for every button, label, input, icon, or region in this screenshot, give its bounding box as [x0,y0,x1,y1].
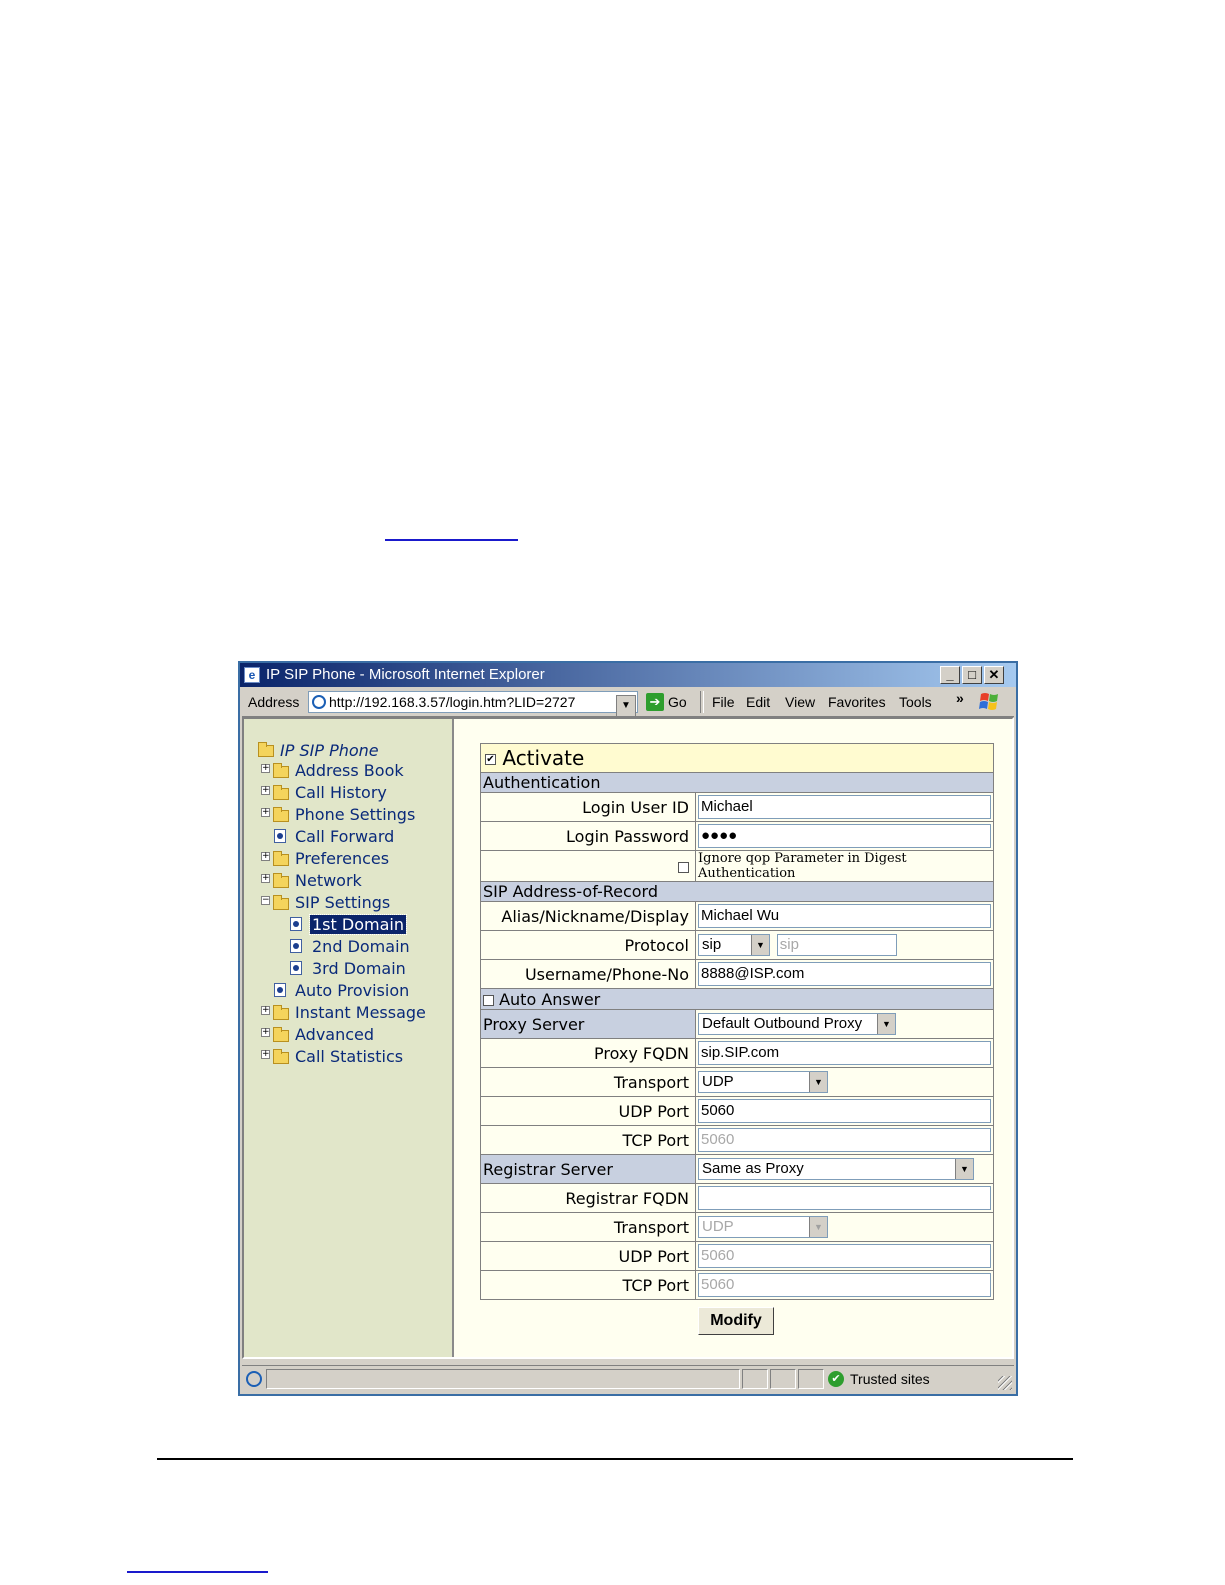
toolbar-separator [700,691,704,713]
minimize-button[interactable]: _ [940,666,960,684]
open-folder-icon [258,745,274,757]
status-text-pane [266,1369,740,1389]
login-password-input[interactable]: ●●●● [698,824,991,848]
expand-icon[interactable]: + [262,763,270,773]
trusted-sites-icon: ✔ [828,1371,844,1387]
dropdown-arrow-icon[interactable]: ▼ [809,1072,827,1092]
login-user-id-input[interactable]: Michael [698,795,991,819]
security-zone-label: Trusted sites [850,1371,930,1387]
alias-input[interactable]: Michael Wu [698,904,991,928]
folder-icon [273,1052,289,1064]
page-icon [274,829,286,843]
ie-page-icon [312,695,326,709]
sip-domain-form [480,743,994,1300]
sidebar-item-auto-provision[interactable]: Auto Provision [295,981,410,1000]
expand-icon[interactable]: + [262,807,270,817]
protocol-label: Protocol [481,931,696,960]
expand-icon[interactable]: + [262,1049,270,1059]
ignore-qop-checkbox[interactable] [678,862,689,873]
page-icon [290,917,302,931]
status-pane [798,1369,824,1389]
proxy-transport-select[interactable] [698,1071,828,1093]
sidebar-item-call-history[interactable]: Call History [295,783,387,802]
modify-button[interactable]: Modify [698,1307,774,1335]
dropdown-arrow-icon[interactable]: ▼ [809,1217,827,1237]
sip-aor-header: SIP Address-of-Record [481,882,994,902]
alias-label: Alias/Nickname/Display [481,902,696,931]
page-icon [290,939,302,953]
open-folder-icon [273,898,289,910]
menu-file[interactable]: File [712,694,735,710]
folder-icon [273,810,289,822]
sidebar-item-address-book[interactable]: Address Book [295,761,404,780]
page-icon [290,961,302,975]
proxy-fqdn-input[interactable]: sip.SIP.com [698,1041,991,1065]
address-url[interactable]: http://192.168.3.57/login.htm?LID=2727 [329,694,576,710]
resize-grip[interactable] [998,1376,1012,1390]
registrar-server-select-value: Same as Proxy [702,1160,804,1177]
sidebar-item-network[interactable]: Network [295,871,362,890]
registrar-udp-port-label: UDP Port [481,1242,696,1271]
activate-label: Activate [502,746,585,770]
auto-answer-checkbox[interactable] [483,995,494,1006]
registrar-server-label: Registrar Server [481,1155,696,1184]
registrar-server-select[interactable] [698,1158,974,1180]
sidebar-item-advanced[interactable]: Advanced [295,1025,375,1044]
dropdown-arrow-icon[interactable]: ▼ [751,935,769,955]
sidebar-item-preferences[interactable]: Preferences [295,849,390,868]
authentication-header: Authentication [481,773,994,793]
auto-answer-label: Auto Answer [499,989,601,1009]
username-input[interactable]: 8888@ISP.com [698,962,991,986]
sidebar-item-call-statistics[interactable]: Call Statistics [295,1047,404,1066]
expand-icon[interactable]: + [262,873,270,883]
folder-icon [273,854,289,866]
sidebar-item-2nd-domain[interactable]: 2nd Domain [312,937,410,956]
sidebar-item-1st-domain[interactable]: 1st Domain [312,915,404,934]
login-user-id-label: Login User ID [481,793,696,822]
expand-icon[interactable]: + [262,851,270,861]
window-title: IP SIP Phone - Microsoft Internet Explorer [266,666,545,683]
proxy-tcp-port-input[interactable]: 5060 [698,1128,991,1152]
footer-link-underline[interactable] [127,1571,268,1573]
proxy-udp-port-input[interactable]: 5060 [698,1099,991,1123]
proxy-transport-select-value: UDP [702,1073,734,1090]
folder-icon [273,1030,289,1042]
registrar-fqdn-input[interactable] [698,1186,991,1210]
address-toolbar [242,688,1014,717]
proxy-tcp-port-label: TCP Port [481,1126,696,1155]
address-dropdown-button[interactable]: ▼ [616,695,636,717]
folder-icon [273,876,289,888]
registrar-udp-port-input[interactable]: 5060 [698,1244,991,1268]
proxy-fqdn-label: Proxy FQDN [481,1039,696,1068]
status-pane [742,1369,768,1389]
activate-checkbox[interactable]: ✔ [486,754,495,765]
menu-edit[interactable]: Edit [746,694,771,710]
expand-icon[interactable]: + [262,1005,270,1015]
sidebar-item-call-forward[interactable]: Call Forward [295,827,395,846]
proxy-transport-label: Transport [481,1068,696,1097]
title-bar [240,663,1016,687]
dropdown-arrow-icon[interactable]: ▼ [955,1159,973,1179]
registrar-tcp-port-label: TCP Port [481,1271,696,1300]
registrar-transport-select[interactable] [698,1216,828,1238]
username-label: Username/Phone-No [481,960,696,989]
close-button[interactable]: ✕ [984,666,1004,684]
ie-status-icon [246,1371,262,1387]
sidebar-item-instant-message[interactable]: Instant Message [295,1003,426,1022]
address-bar[interactable] [308,691,638,713]
registrar-fqdn-label: Registrar FQDN [481,1184,696,1213]
browser-window [238,661,1018,1396]
dropdown-arrow-icon[interactable]: ▼ [877,1014,895,1034]
collapse-icon[interactable]: − [262,895,270,905]
go-arrow-icon[interactable]: ➔ [646,693,664,711]
sidebar-item-3rd-domain[interactable]: 3rd Domain [312,959,406,978]
address-label: Address [248,694,300,710]
folder-icon [273,1008,289,1020]
page-icon [274,983,286,997]
browser-viewport [242,717,1014,1359]
protocol-text-input[interactable]: sip [777,934,897,956]
proxy-server-select[interactable] [698,1013,896,1035]
sidebar-item-sip-settings[interactable]: SIP Settings [295,893,391,912]
maximize-button[interactable]: □ [962,666,982,684]
menu-tools[interactable]: Tools [899,694,932,710]
page-footer-rule [157,1458,1073,1460]
folder-icon [273,766,289,778]
status-pane [770,1369,796,1389]
menu-view[interactable]: View [785,694,816,710]
menu-overflow-chevron[interactable]: » [956,690,964,706]
proxy-udp-port-label: UDP Port [481,1097,696,1126]
go-button[interactable]: Go [668,694,687,710]
tree-root-ip-sip-phone[interactable]: IP SIP Phone [280,741,379,760]
ie-icon: e [244,667,260,683]
sidebar-item-phone-settings[interactable]: Phone Settings [295,805,416,824]
navigation-tree [244,719,454,1357]
windows-logo-icon [975,690,1005,714]
proxy-server-label: Proxy Server [481,1010,696,1039]
settings-content [454,719,1012,1357]
expand-icon[interactable]: + [262,785,270,795]
registrar-tcp-port-input[interactable]: 5060 [698,1273,991,1297]
expand-icon[interactable]: + [262,1027,270,1037]
menu-favorites[interactable]: Favorites [828,694,886,710]
page-link-underline[interactable] [385,539,518,541]
activate-row [481,744,994,773]
proxy-server-select-value: Default Outbound Proxy [702,1015,863,1032]
registrar-transport-select-value: UDP [702,1218,734,1235]
protocol-select[interactable] [698,934,770,956]
protocol-select-value: sip [702,936,722,953]
registrar-transport-label: Transport [481,1213,696,1242]
folder-icon [273,788,289,800]
ignore-qop-label: Ignore qop Parameter in Digest Authentication [696,851,994,882]
status-bar [242,1365,1014,1392]
login-password-label: Login Password [481,822,696,851]
